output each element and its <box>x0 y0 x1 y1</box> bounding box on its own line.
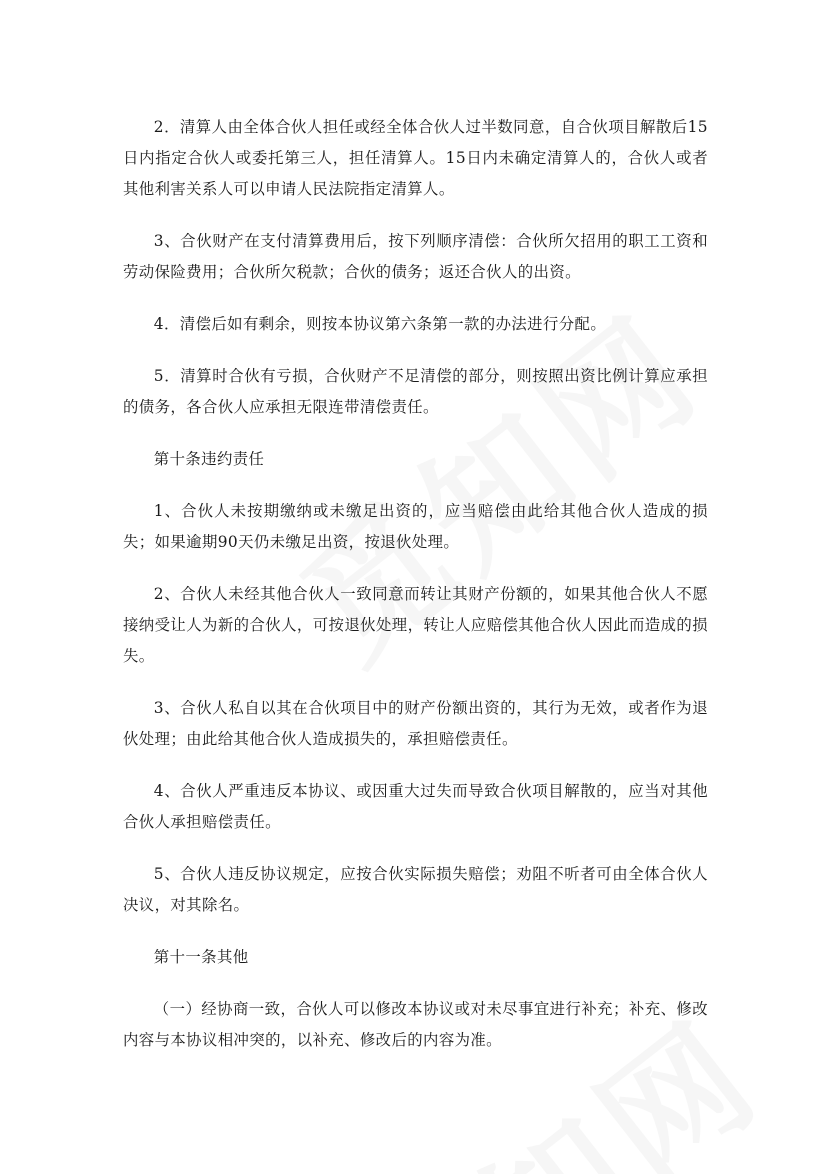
breach-item-1: 1、合伙人未按期缴纳或未缴足出资的，应当赔偿由此给其他合伙人造成的损失；如果逾期90天仍未缴足出资，按退伙处理。 <box>123 502 708 551</box>
paragraph-liquidator-appointment: 2．清算人由全体合伙人担任或经全体合伙人过半数同意，自合伙项目解散后15日内指定合伙人或委托第三人，担任清算人。15日内未确定清算人的，合伙人或者其他利害关系人可以申请人民法院指定清算人。 <box>123 118 708 198</box>
breach-item-5: 5、合伙人违反协议规定，应按合伙实际损失赔偿；劝阻不听者可由全体合伙人决议，对其除名。 <box>123 865 708 914</box>
breach-item-2: 2、合伙人未经其他合伙人一致同意而转让其财产份额的，如果其他合伙人不愿接纳受让人为新的合伙人，可按退伙处理，转让人应赔偿其他合伙人因此而造成的损失。 <box>123 585 708 665</box>
paragraph-remaining-distribution: 4．清偿后如有剩余，则按本协议第六条第一款的办法进行分配。 <box>153 315 607 333</box>
other-item-1: （一）经协商一致，合伙人可以修改本协议或对未尽事宜进行补充；补充、修改内容与本协议相冲突的，以补充、修改后的内容为准。 <box>123 1000 708 1049</box>
section-heading-other: 第十一条其他 <box>153 948 249 966</box>
section-heading-breach: 第十条违约责任 <box>153 450 265 468</box>
paragraph-repayment-order: 3、合伙财产在支付清算费用后，按下列顺序清偿：合伙所欠招用的职工工资和劳动保险费用；合伙所欠税款；合伙的债务；返还合伙人的出资。 <box>123 232 708 281</box>
document-body <box>123 112 708 1056</box>
breach-item-3: 3、合伙人私自以其在合伙项目中的财产份额出资的，其行为无效，或者作为退伙处理；由此给其他合伙人造成损失的，承担赔偿责任。 <box>123 699 708 748</box>
breach-item-4: 4、合伙人严重违反本协议、或因重大过失而导致合伙项目解散的，应当对其他合伙人承担赔偿责任。 <box>123 782 708 831</box>
paragraph-loss-liability: 5．清算时合伙有亏损，合伙财产不足清偿的部分，则按照出资比例计算应承担的债务，各合伙人应承担无限连带清偿责任。 <box>123 367 708 416</box>
